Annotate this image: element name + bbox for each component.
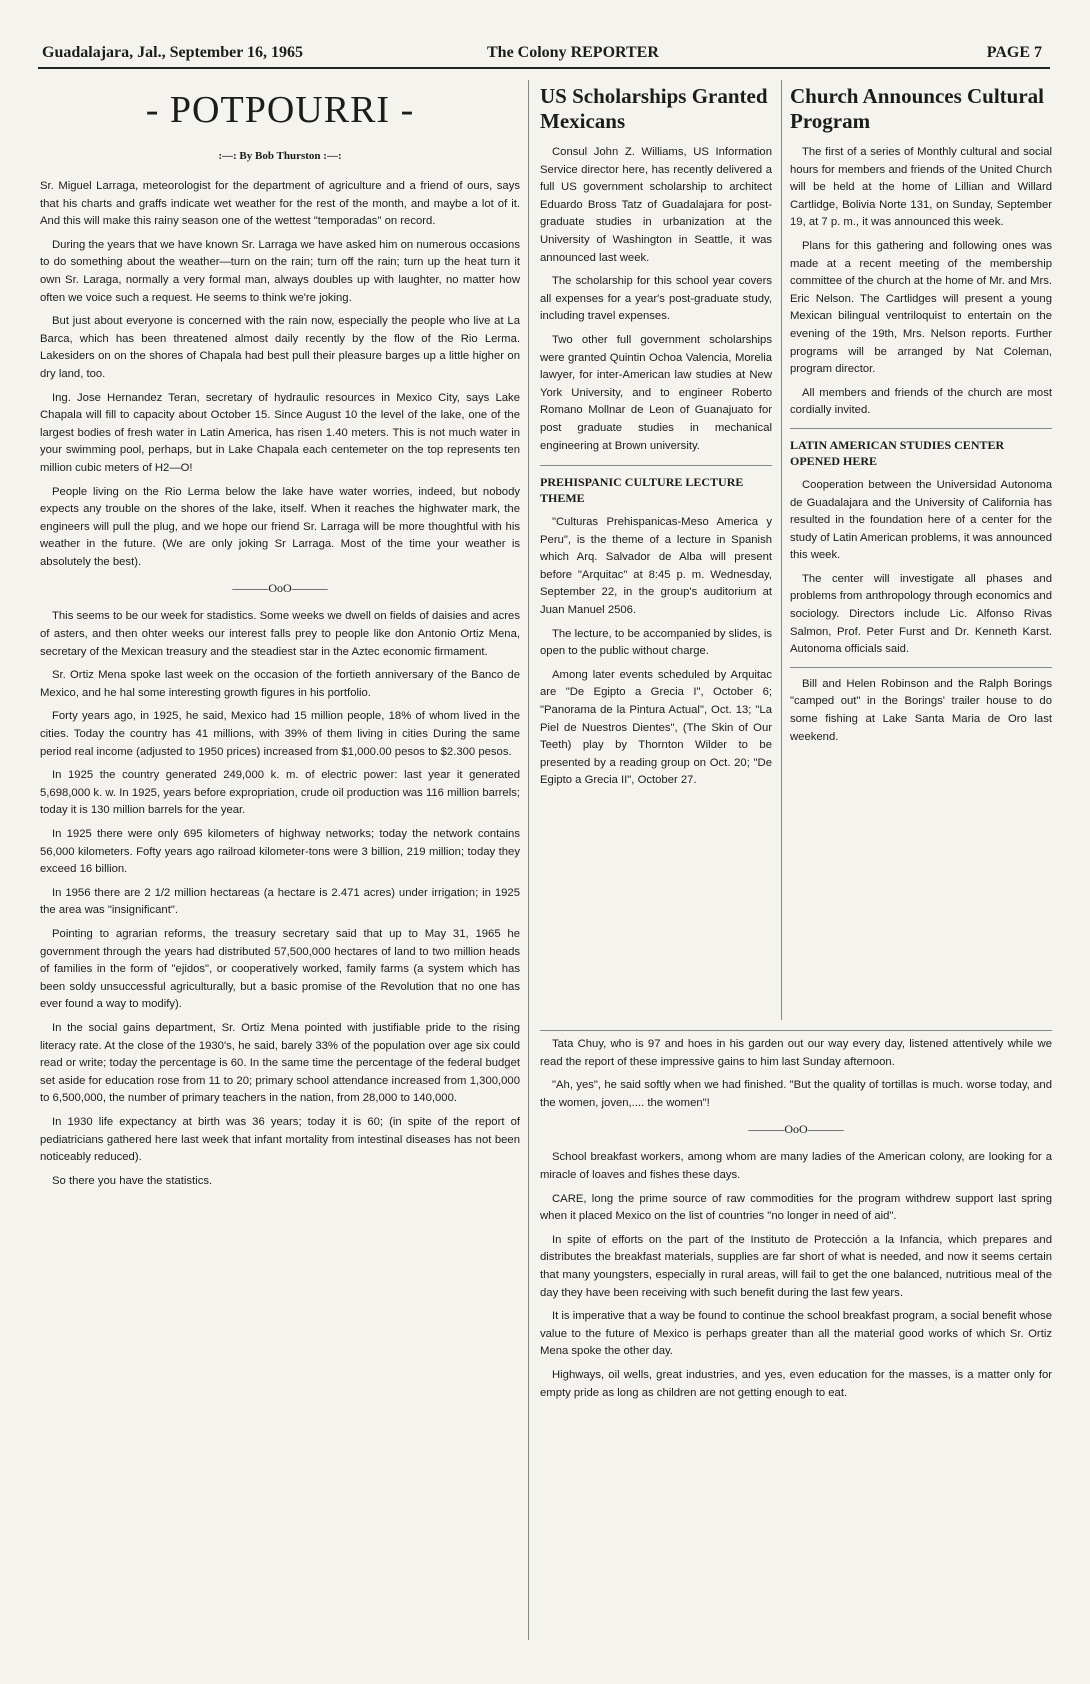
tata-paragraph: "Ah, yes", he said softly when we had finished. "But the quality of tortillas is much. worse today, and the women, joven,.... the women"! <box>540 1079 1052 1109</box>
latin-paragraph: The center will investigate all phases and problems from anthropology through economics and sociology. Directors include Lic. Alfonso Rivas Salmon, Prof. Peter Furst and Dr. Kenneth Karst. Autonoma officials said. <box>790 572 1052 656</box>
header-rule <box>38 67 1050 69</box>
potpourri-title: - POTPOURRI - <box>145 89 415 131</box>
tata-paragraph: School breakfast workers, among whom are many ladies of the American colony, are looking for a miracle of loaves and fishes these days. <box>540 1151 1052 1181</box>
tata-paragraph: Highways, oil wells, great industries, and yes, even education for the masses, is a matter only for empty pride as long as children are not getting enough to eat. <box>540 1368 1052 1399</box>
potpourri-paragraph: This seems to be our week for stadistics. Some weeks we dwell on fields of daisies and acres of asters, and then ohter weeks our interest falls prey to people like don Antonio Ortiz Mena, secretary of the Mexican treasury and the steadiest star in the Aztec economic firmament. <box>40 610 520 658</box>
potpourri-paragraph: In 1930 life expectancy at birth was 36 years; today it is 60; (in spite of the report of pediatricians gathered here last week that infant mortality from intestinal diseases has not been noticeably reduced). <box>40 1115 520 1164</box>
church-paragraph: Plans for this gathering and following ones was made at a recent meeting of the membership committee of the church at the home of Mr. and Mrs. Eric Nelson. The Cartlidges will present a young Mexican bilingual ventriloquist to entertain on the evening of the 19th, Mrs. Nelson reports. Further programs will be arranged by Nat Coleman, program director. <box>790 239 1052 376</box>
header-masthead: The Colony REPORTER <box>487 44 659 61</box>
potpourri-paragraph: In 1925 there were only 695 kilometers of highway networks; today the network contains 56,000 kilometers. Fofty years ago railroad kilometer-tons were 3 billion, 219 million; today they exceed 16 billion. <box>40 828 520 876</box>
middle-column <box>540 84 772 1024</box>
potpourri-paragraph: But just about everyone is concerned with the rain now, especially the people who live at La Barca, which has been threatened almost daily recently by the flow of the Rio Lerma. Lakesiders on on the shores of Chapala had best pull their pleasure barges up a little higher on dry land, too. <box>40 315 520 380</box>
potpourri-paragraph: In 1956 there are 2 1/2 million hectareas (a hectare is 2.471 acres) under irrigation; in 1925 the area was "insignificant". <box>40 886 520 917</box>
section-rule <box>540 1030 1052 1031</box>
latin-headline: LATIN AMERICAN STUDIES CENTER OPENED HERE <box>790 437 1005 468</box>
scholarships-paragraph: Consul John Z. Williams, US Information Service director here, has recently delivered a full US government scholarship to architect Eduardo Bross Tatz of Guadalajara for post-graduate studies in urbanization at the University of Washington in Seattle, it was announced last week. <box>540 146 772 264</box>
prehispanic-paragraph: Among later events scheduled by Arquitac are "De Egipto a Grecia I", October 6; "Panorama de la Pintura Actual", Oct. 13; "La Piel de Nuestros Dientes", (The Skin of Our Teeth) play by Thornton Wilder to be presented by a reading group on Oct. 20; "De Egipto a Grecia II", October 27. <box>540 668 772 787</box>
scholarships-paragraph: Two other full government scholarships were granted Quintin Ochoa Valencia, Morelia lawyer, for inter-American law studies at New York University, and to engineer Roberto Romano Mollnar de Leon of Guanajuato for post graduate studies in mechanical engineering at Brown university. <box>540 333 772 452</box>
potpourri-byline: :—: By Bob Thurston :—: <box>218 150 342 162</box>
tata-paragraph: Tata Chuy, who is 97 and hoes in his garden out our way every day, listened attentively while we read the report of these impressive gains to him last Sunday afternoon. <box>540 1038 1052 1068</box>
church-headline: Church Announces Cultural Program <box>790 84 1045 133</box>
robinson-paragraph: Bill and Helen Robinson and the Ralph Borings "camped out" in the Borings' trailer house to do some fishing at Lake Santa Maria de Oro last weekend. <box>790 677 1052 743</box>
potpourri-paragraph: In the social gains department, Sr. Ortiz Mena pointed with justifiable pride to the rising literacy rate. At the close of the 1930's, he said, barely 33% of the population over age six could read or write; today the percentage is 60. In the same time the percentage of the federal budget set aside for education rose from 11 to 20; primary school attendance increased from 1,300,000 to 6,500,000, the number of primary teachers in the nation, from 28,000 to 140,000. <box>40 1021 520 1105</box>
potpourri-paragraph: Sr. Miguel Larraga, meteorologist for the department of agriculture and a friend of ours, says that his charts and graffs indicate wet weather for the rest of the month, and maybe a lot of it. And this will make this rainy season one of the wettest "temporadas" on record. <box>40 180 520 228</box>
tata-paragraph: It is imperative that a way be found to continue the school breakfast program, a social benefit whose value to the future of Mexico is perhaps greater than all the material good works of which Sr. Ortiz Mena spoke the other day. <box>540 1310 1052 1358</box>
potpourri-paragraph: In 1925 the country generated 249,000 k. m. of electric power: last year it generated 5,698,000 k. w. In 1925, years before expropriation, crude oil production was 116 million barrels; today it is 130 million barrels for the year. <box>40 769 520 817</box>
section-rule <box>790 428 1052 429</box>
page-header <box>42 42 1042 64</box>
tata-column <box>540 1036 1052 1636</box>
scholarships-headline: US Scholarships Granted Mexicans <box>540 84 768 133</box>
header-dateline: Guadalajara, Jal., September 16, 1965 <box>42 44 304 61</box>
header-page-number: PAGE 7 <box>986 44 1042 61</box>
potpourri-paragraph: Pointing to agrarian reforms, the treasury secretary said that up to May 31, 1965 he government through the years had distributed 57,500,000 hectares of land to two million heads of families in the form of "ejidos", or cooperatively worked, family farms (a system which has been soldy unsuccessful agriculturally, but a basic promise of the Revolution that no one has ever found a way to modify). <box>40 927 520 1011</box>
potpourri-column <box>40 76 520 1636</box>
church-paragraph: The first of a series of Monthly cultural and social hours for members and friends of the United Church will be held at the home of Lillian and Willard Cartlidge, Bolivia Norte 131, on Sunday, September 19, at 7 p. m., it was announced this week. <box>790 146 1052 229</box>
tata-separator: ———OoO——— <box>748 1122 844 1137</box>
scholarships-paragraph: The scholarship for this school year covers all expenses for a year's post-graduate study, including travel expenses. <box>540 275 772 323</box>
prehispanic-paragraph: "Culturas Prehispanicas-Meso America y Peru", is the theme of a lecture in Spanish which Arq. Salvador de Alba will present before "Arquitac" at 8:45 p. m. Wednesday, September 22, in the group's auditorium at Juan Manuel 2506. <box>540 516 772 617</box>
tata-paragraph: CARE, long the prime source of raw commodities for the program withdrew support last spring when it placed Mexico on the list of countries "no longer in need of aid". <box>540 1192 1052 1223</box>
right-column <box>790 84 1052 1024</box>
prehispanic-headline: PREHISPANIC CULTURE LECTURE THEME <box>540 475 744 506</box>
potpourri-paragraph: Sr. Ortiz Mena spoke last week on the occasion of the fortieth anniversary of the Banco de Mexico, and he hal some interesting growth figures in his portfolio. <box>40 669 520 699</box>
potpourri-paragraph: People living on the Rio Lerma below the lake have water worries, indeed, but nobody expects any trouble on the shores of the lake, itself. When it reaches the highwater mark, the engineers will pull the plug, and we hope our friend Sr. Larraga will be more thoughtful with his weather in the future. (We are only joking Sr Larraga. Most of the time your weather is absolutely the best). <box>40 485 520 568</box>
church-paragraph: All members and friends of the church are most cordially invited. <box>790 386 1052 417</box>
tata-paragraph: In spite of efforts on the part of the Instituto de Protección a la Infancia, which prepares and distributes the breakfast materials, supplies are far short of what is needed, and now it seems certain that many youngsters, especially in rural areas, will fail to get the one balanced, nutritious meal of the day they have been receiving with such benefit during the last few years. <box>540 1233 1052 1299</box>
latin-paragraph: Cooperation between the Universidad Autonoma de Guadalajara and the University of California has resulted in the foundation here of a center for the study of Latin American problems, it was announced this week. <box>790 478 1052 562</box>
prehispanic-paragraph: The lecture, to be accompanied by slides, is open to the public without charge. <box>540 627 772 658</box>
column-divider <box>781 80 782 1020</box>
potpourri-paragraph: Forty years ago, in 1925, he said, Mexico had 15 million people, 18% of whom lived in the cities. Today the country has 41 millions, with 39% of them living in cities During the same period real income (adjusted to 1950 prices) increased from $1,000.00 pesos to $2.300 pesos. <box>40 710 520 758</box>
column-divider <box>528 80 529 1640</box>
potpourri-paragraph: During the years that we have known Sr. Larraga we have asked him on numerous occasions to do something about the weather—turn on the rain; turn off the rain; turn up the heat turn it own Sr. Laraga, normally a very formal man, always doubles up with laughter, no matter how often we voice such a request. He seems to think we're joking. <box>40 238 520 304</box>
potpourri-paragraph: Ing. Jose Hernandez Teran, secretary of hydraulic resources in Mexico City, says Lake Chapala will fill to capacity about October 15. Since August 10 the level of the lake, one of the largest bodies of fresh water in Latin America, has risen 1.40 meters. This is not much water in your swimming pool, perhaps, but in Lake Chapala each centemeter on the top represents ten million cubic meters of H2—O! <box>40 391 520 474</box>
potpourri-separator: ———OoO——— <box>232 581 328 596</box>
section-rule <box>540 465 772 466</box>
potpourri-paragraph: So there you have the statistics. <box>52 1174 213 1187</box>
section-rule <box>790 667 1052 668</box>
